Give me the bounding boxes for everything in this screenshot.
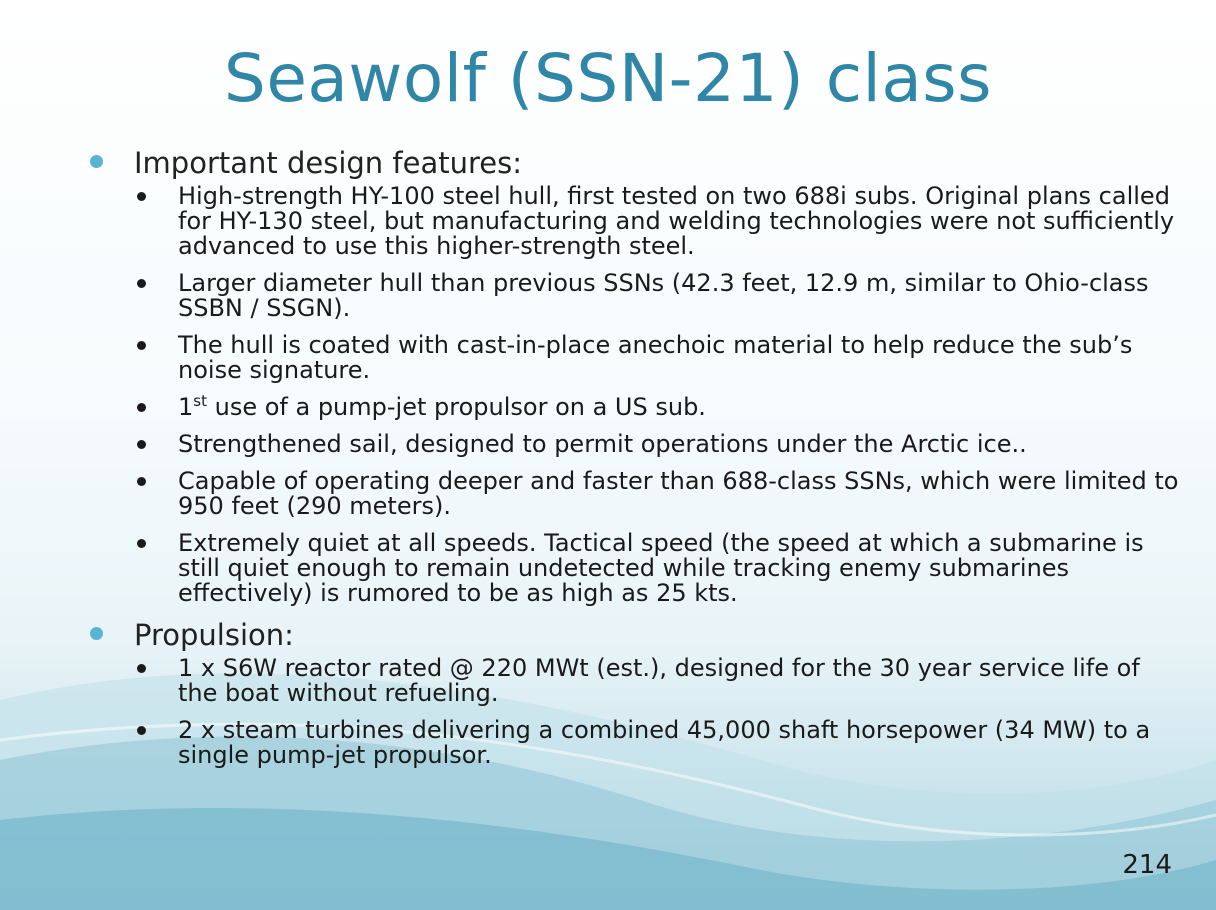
- section-heading-design-features: [84, 146, 1184, 180]
- slide-title: Seawolf (SSN-21) class: [223, 40, 993, 117]
- propulsion-list: [84, 656, 1184, 768]
- section-heading-propulsion: [84, 618, 1184, 652]
- bullet-dot-icon: [137, 664, 146, 673]
- list-item: [84, 531, 1184, 606]
- list-item: [84, 333, 1184, 383]
- design-features-list: [84, 184, 1184, 606]
- section-heading-text: Propulsion:: [134, 618, 294, 652]
- list-item-text: High-strength HY-100 steel hull, first tested on two 688i subs. Original plans called for HY-130 steel, but manufacturing and welding technologies were not sufficiently advanced to use this higher-strength steel.: [178, 182, 1175, 260]
- list-item-superscript: st: [193, 392, 207, 410]
- list-item: [84, 718, 1184, 768]
- list-item: [84, 432, 1184, 457]
- list-item-text: Extremely quiet at all speeds. Tactical speed (the speed at which a submarine is still quiet enough to remain undetected while tracking enemy submarines effectively) is rumored to be as high as 25 kts.: [178, 529, 1144, 607]
- bullet-dot-icon: [90, 627, 103, 640]
- list-item-prefix: 1: [178, 393, 194, 421]
- list-item-text: Strengthened sail, designed to permit operations under the Arctic ice..: [178, 430, 1027, 458]
- bullet-dot-icon: [137, 440, 146, 449]
- bullet-dot-icon: [137, 279, 146, 288]
- bullet-dot-icon: [137, 477, 146, 486]
- list-item-text: Larger diameter hull than previous SSNs (42.3 feet, 12.9 m, similar to Ohio-class SSBN / SSGN).: [178, 269, 1149, 322]
- section-heading-text: Important design features:: [134, 146, 522, 180]
- bullet-dot-icon: [137, 192, 146, 201]
- list-item-text: 1 x S6W reactor rated @ 220 MWt (est.), designed for the 30 year service life of the boat without refueling.: [178, 654, 1140, 707]
- list-item: [84, 271, 1184, 321]
- page-number: 214: [1122, 850, 1172, 880]
- slide-body: [84, 146, 1184, 780]
- list-item: [84, 469, 1184, 519]
- list-item-text: 2 x steam turbines delivering a combined 45,000 shaft horsepower (34 MW) to a single pump-jet propulsor.: [178, 716, 1151, 769]
- list-item: [84, 392, 1184, 421]
- bullet-dot-icon: [90, 155, 103, 168]
- bullet-dot-icon: [137, 726, 146, 735]
- list-item: [84, 184, 1184, 259]
- list-item-text: The hull is coated with cast-in-place anechoic material to help reduce the sub’s noise signature.: [178, 331, 1133, 384]
- list-item-text: use of a pump-jet propulsor on a US sub.: [206, 393, 706, 421]
- list-item-text: Capable of operating deeper and faster than 688-class SSNs, which were limited to 950 feet (290 meters).: [178, 467, 1179, 520]
- list-item: [84, 656, 1184, 706]
- bullet-dot-icon: [137, 341, 146, 350]
- bullet-dot-icon: [137, 403, 146, 412]
- bullet-dot-icon: [137, 539, 146, 548]
